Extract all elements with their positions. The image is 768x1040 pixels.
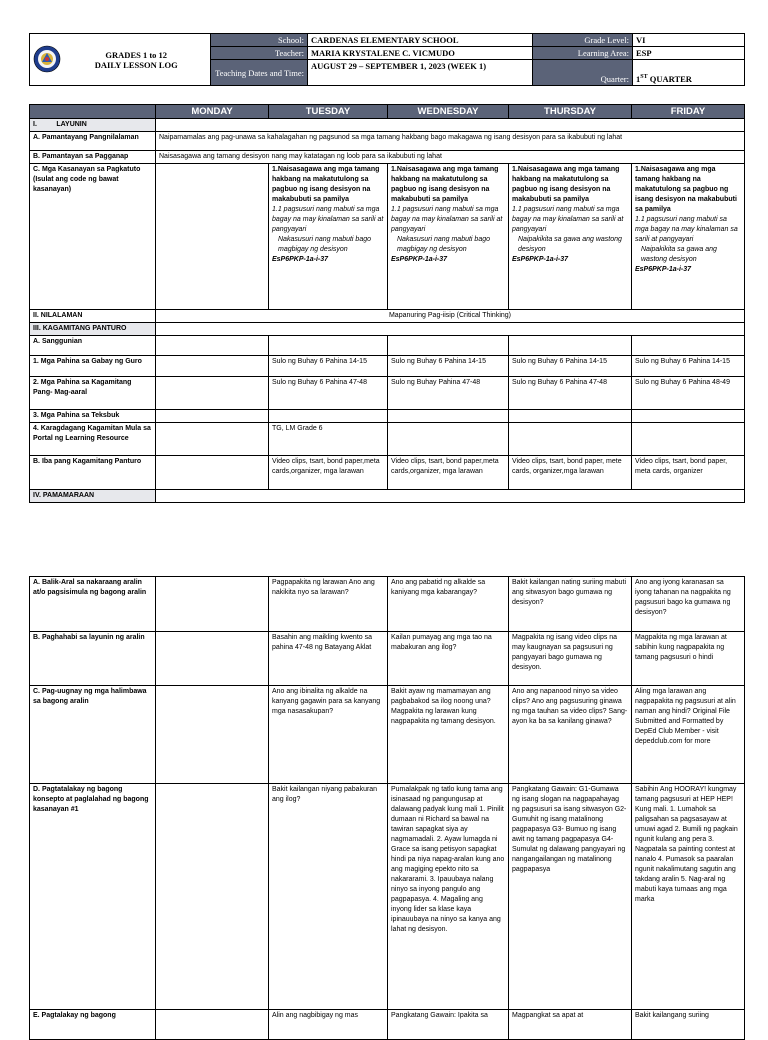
header-table — [29, 33, 745, 86]
kasanayan-monday — [156, 164, 269, 310]
kagamitan-blank — [156, 323, 745, 336]
quarter-suffix: ST — [640, 74, 648, 81]
gabay-friday: Sulo ng Buhay 6 Pahina 14-15 — [632, 356, 745, 377]
kasanayan-wednesday-code: EsP6PKP-1a-i-37 — [391, 256, 448, 263]
school-value: CARDENAS ELEMENTARY SCHOOL — [308, 34, 533, 47]
karagdagang-wednesday — [388, 423, 509, 456]
pag-uugnay-thursday: Ano ang napanood ninyo sa video clips? Ano ang pagsusuring ginawa ng mga tauhan sa video clips? Sang-ayon ka ba sa kanilang ginawa? — [509, 686, 632, 784]
paghahabi-friday: Magpakita ng mga larawan at sabihin kung nagpapakita ng tamang pagsusuri o hindi — [632, 632, 745, 686]
kasanayan-thursday-extra: Naipakikita sa gawa ang wastong desisyon — [518, 236, 622, 253]
kasanayan-wednesday-extra: Nakasusuri nang mabuti bago magbigay ng desisyon — [397, 236, 491, 253]
section-layunin: I. LAYUNIN — [30, 119, 156, 132]
school-label: School: — [211, 34, 308, 47]
pagtatalakay-1-tuesday: Bakit kailangan niyang pabakuran ang ilog? — [269, 784, 388, 1010]
karagdagang-thursday — [509, 423, 632, 456]
row-label-kagamitang-pang: 2. Mga Pahina sa Kagamitang Pang- Mag-aaral — [30, 377, 156, 410]
kasanayan-friday-sub: 1.1 pagsusuri nang mabuti sa mga bagay na may kinalaman sa sarili at pangyayari — [635, 216, 738, 243]
paghahabi-monday — [156, 632, 269, 686]
day-header-thursday: THURSDAY — [509, 105, 632, 119]
iba-friday: Video clips, tsart, bond paper, meta cards, organizer — [632, 456, 745, 490]
kasanayan-thursday-code: EsP6PKP-1a-i-37 — [512, 256, 569, 263]
pamantayan-paganap-text: Naisasagawa ang tamang desisyon nang may katatagan ng loob para sa ikabubuti ng lahat — [156, 151, 745, 164]
sanggunian-wednesday — [388, 336, 509, 356]
title-cell — [63, 34, 211, 86]
teacher-label: Teacher: — [211, 47, 308, 60]
iba-monday — [156, 456, 269, 490]
grade-label: Grade Level: — [533, 34, 633, 47]
pamamaraan-blank — [156, 490, 745, 503]
paghahabi-tuesday: Basahin ang maikling kwento sa pahina 47-48 ng Batayang Aklat — [269, 632, 388, 686]
row-label-teksbuk: 3. Mga Pahina sa Teksbuk — [30, 410, 156, 423]
row-label-sanggunian: A. Sanggunian — [30, 336, 156, 356]
title-line-1: GRADES 1 to 12 — [105, 49, 168, 60]
kasanayan-tuesday-extra: Nakasusuri nang mabuti bago magbigay ng desisyon — [278, 236, 372, 253]
pamantayang-pangnilalaman-text: Naipamamalas ang pag-unawa sa kahalagahan ng pagsunod sa mga tamang hakbang bago makagawa ng isang desisyon para sa ikabubuti ng lahat — [156, 132, 745, 151]
row-label-gabay: 1. Mga Pahina sa Gabay ng Guro — [30, 356, 156, 377]
kasanayan-friday — [632, 164, 745, 310]
kasanayan-thursday-sub: 1.1 pagsusuri nang mabuti sa mga bagay na may kinalaman sa sarili at pangyayari — [512, 206, 624, 233]
kasanayan-tuesday-sub: 1.1 pagsusuri nang mabuti sa mga bagay na may kinalaman sa sarili at pangyayari — [272, 206, 384, 233]
iba-thursday: Video clips, tsart, bond paper, mete cards, organizer,mga larawan — [509, 456, 632, 490]
dates-value: AUGUST 29 – SEPTEMBER 1, 2023 (WEEK 1) — [308, 60, 533, 86]
day-header-tuesday: TUESDAY — [269, 105, 388, 119]
title-line-2: DAILY LESSON LOG — [94, 59, 178, 70]
pag-uugnay-friday: Aling mga larawan ang nagpapakita ng pagsusuri at alin naman ang hindi? Original File Submitted and Formatted by DepEd Club Member - visit depedclub.com for more — [632, 686, 745, 784]
row-label-pamantayan-paganap: B. Pamantayan sa Pagganap — [30, 151, 156, 164]
kasanayan-wednesday — [388, 164, 509, 310]
pagtalakay-2-tuesday: Alin ang nagbibigay ng mas — [269, 1010, 388, 1040]
quarter-label: Quarter: — [533, 60, 633, 86]
day-header-wednesday: WEDNESDAY — [388, 105, 509, 119]
kasanayan-tuesday-code: EsP6PKP-1a-i-37 — [272, 256, 329, 263]
pagtatalakay-1-monday — [156, 784, 269, 1010]
sanggunian-monday — [156, 336, 269, 356]
kasanayan-tuesday — [269, 164, 388, 310]
pagtatalakay-1-friday: Sabihin Ang HOORAY! kungmay tamang pagsusuri at HEP HEP! Kung mali. 1. Lumahok sa paligsahan sa pagsasayaw at umuwi agad 2. Bumili ng pagkain ngunit kulang ang pera 3. Nagpatala sa painting contest at nanalo 4. Pumasok sa paaralan ngunit nakalimutang sagutin ang takdang aralin 5. Nag-aral ng mabuti kaya tumaas ang mga marka — [632, 784, 745, 1010]
pagtalakay-2-friday: Bakit kailangang suriing — [632, 1010, 745, 1040]
dates-label: Teaching Dates and Time: — [211, 60, 308, 86]
grade-value: VI — [633, 34, 745, 47]
gabay-tuesday: Sulo ng Buhay 6 Pahina 14-15 — [269, 356, 388, 377]
kasanayan-friday-code: EsP6PKP-1a-i-37 — [635, 266, 692, 273]
row-label-pagtatalakay-1: D. Pagtatalakay ng bagong konsepto at paglalahad ng bagong kasanayan #1 — [30, 784, 156, 1010]
pag-uugnay-tuesday: Ano ang ibinalita ng alkalde na kanyang gagawin para sa kanyang mga nasasakupan? — [269, 686, 388, 784]
kagamitang-monday — [156, 377, 269, 410]
day-header-friday: FRIDAY — [632, 105, 745, 119]
kagamitang-wednesday: Sulo ng Buhay Pahina 47-48 — [388, 377, 509, 410]
row-label-iba: B. Iba pang Kagamitang Panturo — [30, 456, 156, 490]
sanggunian-tuesday — [269, 336, 388, 356]
paghahabi-wednesday: Kailan pumayag ang mga tao na mabakuran ang ilog? — [388, 632, 509, 686]
quarter-text: QUARTER — [649, 74, 692, 84]
sanggunian-friday — [632, 336, 745, 356]
gabay-wednesday: Sulo ng Buhay 6 Pahina 14-15 — [388, 356, 509, 377]
karagdagang-tuesday: TG, LM Grade 6 — [269, 423, 388, 456]
teksbuk-monday — [156, 410, 269, 423]
row-label-balik-aral: A. Balik-Aral sa nakaraang aralin at/o pagsisimula ng bagong aralin — [30, 577, 156, 632]
iba-tuesday: Video clips, tsart, bond paper,meta cards,organizer, mga larawan — [269, 456, 388, 490]
karagdagang-monday — [156, 423, 269, 456]
kasanayan-friday-head: 1.Naisasagawa ang mga tamang hakbang na makatutulong sa pagbuo ng isang desisyon na makabubuti sa pamilya — [635, 166, 737, 213]
pag-uugnay-wednesday: Bakit ayaw ng mamamayan ang pagbabakod sa ilog noong una? Magpakita ng larawan kung nagpapakita ng tamang desisyon. — [388, 686, 509, 784]
area-value: ESP — [633, 47, 745, 60]
row-label-paghahabi: B. Paghahabi sa layunin ng aralin — [30, 632, 156, 686]
karagdagang-friday — [632, 423, 745, 456]
section-pamamaraan: IV. PAMAMARAAN — [30, 490, 156, 503]
row-label-pamantayang-pangnilalaman: A. Pamantayang Pangnilalaman — [30, 132, 156, 151]
balik-aral-thursday: Bakit kailangan nating suriing mabuti ang sitwasyon bago gumawa ng desisyon? — [509, 577, 632, 632]
pagtatalakay-1-wednesday: Pumalakpak ng tatlo kung tama ang isinasaad ng pangungusap at dalawang padyak kung mali 1. Pinilit dumaan ni Richard sa bawal na tawiran sapagkat siya ay nagmamadali. 2. Ayaw lumagda ni Grace sa isang petisyon sapagkat hindi pa niya napag-aralan kung ano ang magiging epekto nito sa nakararami. 3. Ipauubaya nalang ninyo sa inyong pangulo ang pagpapasya. 4. Magaling ang inyong lider sa klase kaya ipinauubaya na ninyo sa kanya ang lahat ng desisyon. — [388, 784, 509, 1010]
pagtatalakay-1-thursday: Pangkatang Gawain: G1-Gumawa ng isang slogan na nagpapahayag ng pagsusuri sa isang sitwasyon G2- Gumuhit ng isang matalinong pagpapasya G3- Bumuo ng isang awit ng tamang pagpapasya G4- Sumulat ng dalawang pangyayari ng nangangailangan ng matalinong pagpapasya — [509, 784, 632, 1010]
row-label-pagtalakay-2: E. Pagtalakay ng bagong — [30, 1010, 156, 1040]
lesson-plan-table — [29, 104, 745, 503]
corner-cell — [30, 105, 156, 119]
quarter-number: 1 — [636, 74, 641, 84]
row-label-karagdagang: 4. Karagdagang Kagamitan Mula sa Portal ng Learning Resource — [30, 423, 156, 456]
pagtalakay-2-wednesday: Pangkatang Gawain: Ipakita sa — [388, 1010, 509, 1040]
balik-aral-wednesday: Ano ang pabatid ng alkalde sa kaniyang mga kabarangay? — [388, 577, 509, 632]
balik-aral-tuesday: Pagpapakita ng larawan Ano ang nakikita nyo sa larawan? — [269, 577, 388, 632]
gabay-monday — [156, 356, 269, 377]
kasanayan-wednesday-head: 1.Naisasagawa ang mga tamang hakbang na makatutulong sa pagbuo ng isang desisyon na makabubuti sa pamilya — [391, 166, 499, 203]
row-label-nilalaman: II. NILALAMAN — [30, 310, 156, 323]
pagtalakay-2-monday — [156, 1010, 269, 1040]
kagamitang-thursday: Sulo ng Buhay 6 Pahina 47-48 — [509, 377, 632, 410]
row-label-pag-uugnay: C. Pag-uugnay ng mga halimbawa sa bagong aralin — [30, 686, 156, 784]
procedure-table — [29, 576, 745, 1040]
layunin-blank — [156, 119, 745, 132]
kasanayan-tuesday-head: 1.Naisasagawa ang mga tamang hakbang na makatutulong sa pagbuo ng isang desisyon na makabubuti sa pamilya — [272, 166, 380, 203]
deped-seal-cell — [30, 34, 63, 86]
balik-aral-friday: Ano ang iyong karanasan sa iyong tahanan na nagpakita ng pagsusuri bago ka gumawa ng desisyon? — [632, 577, 745, 632]
teacher-value: MARIA KRYSTALENE C. VICMUDO — [308, 47, 533, 60]
kagamitang-friday: Sulo ng Buhay 6 Pahina 48-49 — [632, 377, 745, 410]
paghahabi-thursday: Magpakita ng isang video clips na may kaugnayan sa pagsusuri ng pangyayari bago gumawa ng desisyon. — [509, 632, 632, 686]
kagamitang-tuesday: Sulo ng Buhay 6 Pahina 47-48 — [269, 377, 388, 410]
gabay-thursday: Sulo ng Buhay 6 Pahina 14-15 — [509, 356, 632, 377]
kasanayan-thursday — [509, 164, 632, 310]
sanggunian-thursday — [509, 336, 632, 356]
kasanayan-friday-extra: Naipakikita sa gawa ang wastong desisyon — [641, 246, 717, 263]
kasanayan-thursday-head: 1.Naisasagawa ang mga tamang hakbang na makatutulong sa pagbuo ng isang desisyon na makabubuti sa pamilya — [512, 166, 620, 203]
teksbuk-wednesday — [388, 410, 509, 423]
nilalaman-text: Mapanuring Pag-iisip (Critical Thinking) — [156, 310, 745, 323]
deped-seal-icon — [33, 45, 61, 73]
row-label-kasanayan: C. Mga Kasanayan sa Pagkatuto (Isulat ang code ng bawat kasanayan) — [30, 164, 156, 310]
area-label: Learning Area: — [533, 47, 633, 60]
day-header-monday: MONDAY — [156, 105, 269, 119]
section-kagamitan: III. KAGAMITANG PANTURO — [30, 323, 156, 336]
teksbuk-tuesday — [269, 410, 388, 423]
balik-aral-monday — [156, 577, 269, 632]
quarter-value — [633, 60, 745, 86]
teksbuk-thursday — [509, 410, 632, 423]
pagtalakay-2-thursday: Magpangkat sa apat at — [509, 1010, 632, 1040]
teksbuk-friday — [632, 410, 745, 423]
pag-uugnay-monday — [156, 686, 269, 784]
iba-wednesday: Video clips, tsart, bond paper,meta cards,organizer, mga larawan — [388, 456, 509, 490]
kasanayan-wednesday-sub: 1.1 pagsusuri nang mabuti sa mga bagay na may kinalaman sa sarili at pangyayari — [391, 206, 503, 233]
